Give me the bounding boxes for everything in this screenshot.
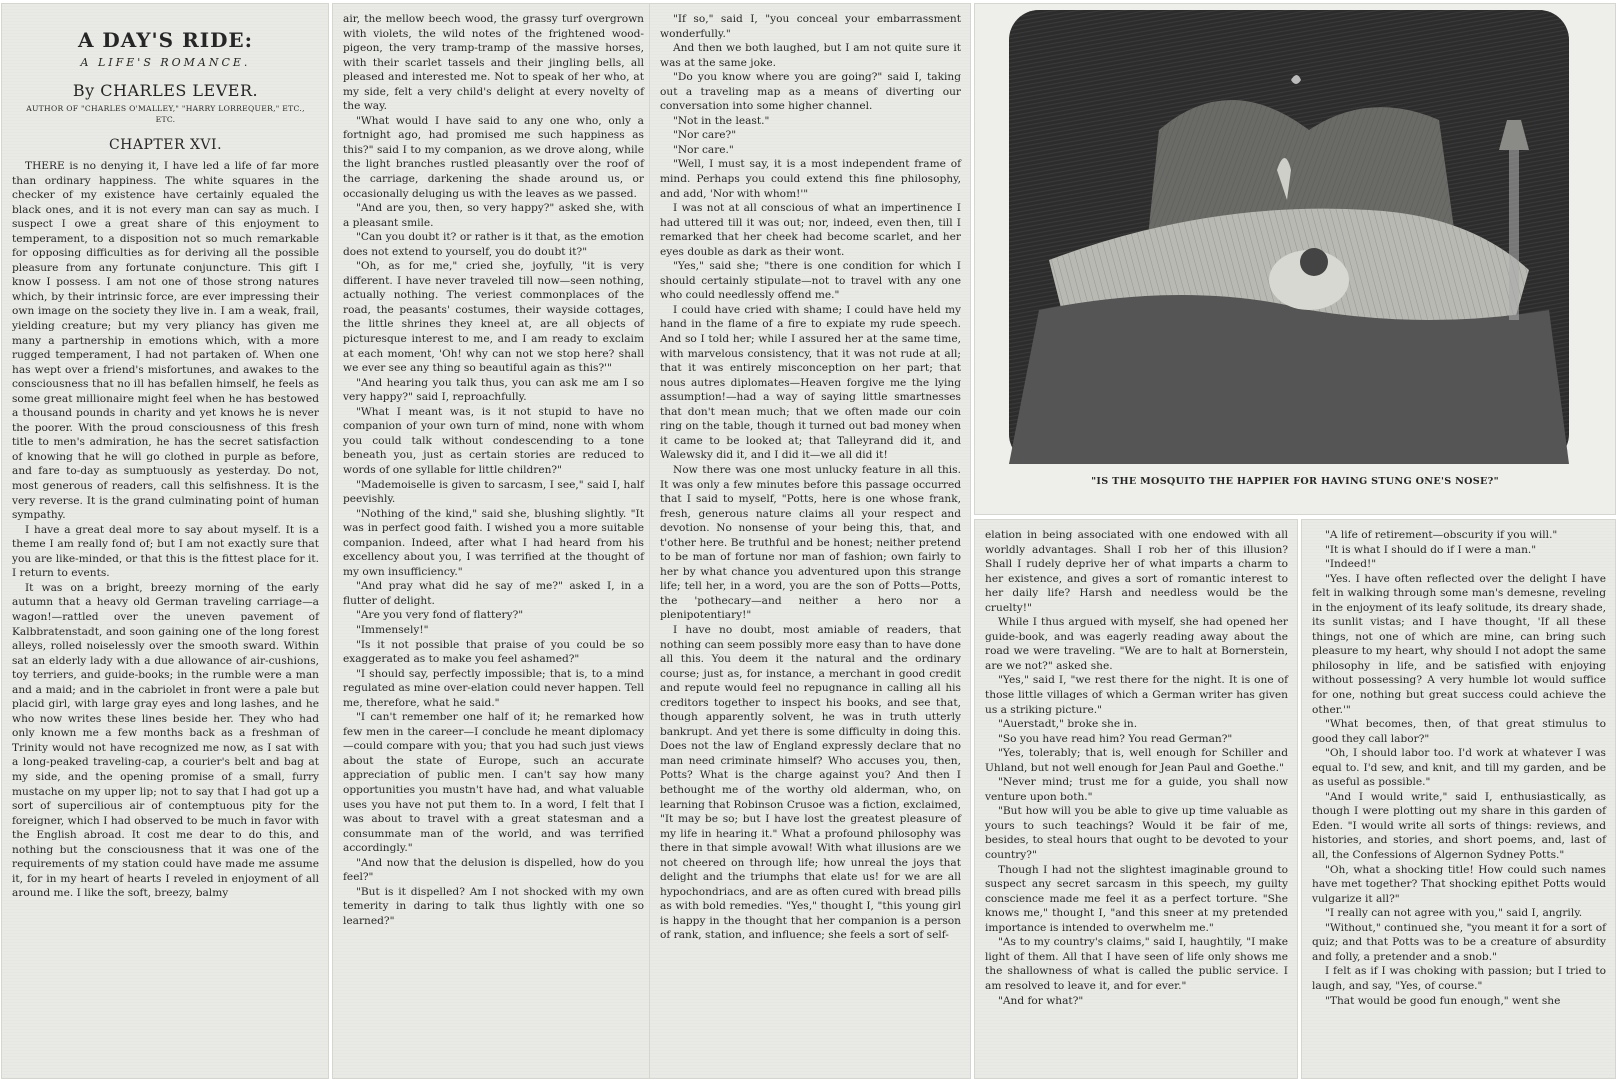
- paragraph: "And are you, then, so very happy?" asked she, with a pleasant smile.: [343, 202, 644, 229]
- column-4: [975, 520, 1297, 1078]
- illustration-panel: [975, 4, 1615, 514]
- paragraph: "Nothing of the kind," said she, blushing slightly. "It was in perfect good faith. I wished you a more suitable companion. Indeed, after what I had heard from his excellency about you, I was terrified at the thought of my own insufficiency.": [343, 507, 644, 578]
- paragraph: "Oh, I should labor too. I'd work at whatever I was equal to. I'd sew, and knit, and till my garden, and be as useful as possible.": [1312, 747, 1606, 789]
- paragraph: Though I had not the slightest imaginable ground to suspect any secret sarcasm in this speech, my guilty conscience made me feel it as a perfect torture. "She knows me," thought I, "and this sneer at my pretended importance is intended to overwhelm me.": [985, 863, 1288, 934]
- paragraph: "Auerstadt," broke she in.: [998, 718, 1138, 731]
- column-3-text: [660, 12, 961, 943]
- article-byline: By CHARLES LEVER.: [72, 81, 259, 100]
- paragraph: "Do you know where you are going?" said I, taking out a traveling map as a means of diverting our conversation into some higher channel.: [660, 71, 961, 113]
- paragraph: I was not at all conscious of what an impertinence I had uttered till it was out; nor, indeed, even then, till I remarked that her cheek had become scarlet, and her eyes double as dark as their wont.: [660, 202, 961, 258]
- paragraph: "But how will you be able to give up time valuable as yours to such teachings? Would it be fair of me, besides, to steal hours that ought to be devoted to your country?": [985, 805, 1288, 862]
- paragraph: "If so," said I, "you conceal your embarrassment wonderfully.": [660, 13, 961, 40]
- column-1: [2, 4, 328, 1078]
- paragraph: It was on a bright, breezy morning of the early autumn that a heavy old German traveling carriage—a wagon!—rattled over the uneven pavement of Kalbbratenstadt, and soon gaining one of the long forest alleys, rolled noiselessly over the smooth sward. Within sat an elderly lady with a due allowance of air-cushions, toy terriers, and guide-books; in the rumble were a man and a maid; and in the cabriolet in front were a pale but placid girl, with large gray eyes and long lashes, and he who now writes these lines beside her. They who had only known me a few months back as a freshman of Trinity would not have recognized me now, as I sat with a long-peaked traveling-cap, a courier's belt and bag at my side, and the opening promise of a small, furry mustache on my upper lip; not to say that I had got up a sort of supercilious air of contemptuous pity for the foreigner, which I had observed to be much in favor with the English abroad. It cost me dear to do this, and nothing but the consciousness that it was one of the requirements of my station could have made me assume it, for in my heart of hearts I reveled in enjoyment of all around me. I like the soft, breezy, balmy: [12, 581, 319, 900]
- column-5: [1302, 520, 1615, 1078]
- paragraph: "What would I have said to any one who, only a fortnight ago, had promised me such happiness as this?" said I to my companion, as we drove along, while the light branches rustled pleasantly over the roof of the carriage, darkening the shade around us, or occasionally deluging us with the leaves as we passed.: [343, 114, 644, 200]
- paragraph: "And now that the delusion is dispelled, how do you feel?": [343, 856, 644, 884]
- paragraph: "Nor care?": [673, 129, 737, 142]
- column-2-text: [343, 12, 644, 928]
- paragraph: "What I meant was, is it not stupid to have no companion of your own turn of mind, none with whom you could talk without condescending to a tone beneath you, just as certain stories are reduced to words of one syllable for little children?": [343, 405, 644, 476]
- paragraph: I could have cried with shame; I could have held my hand in the flame of a fire to expiate my rude speech. And so I told her; while I assured her at the same time, with marvelous consistency, that it was not rude at all; that it was entirely misconception on her part; that nous autres diplomates—Heaven forgive me the lying assumption!—had a way of saying little smartnesses that don't mean much; that we often made our coin ring on the table, though it turned out bad money when it came to be looked at; that Talleyrand did it, and Walewsky did it, and I did it—we all did it!: [660, 303, 961, 462]
- paragraph: THERE is no denying it, I have led a life of far more than ordinary happiness. The white squares in the checker of my existence have certainly equaled the black ones, and it is not every man can say as much. I suspect I owe a great share of this enjoyment to temperament, to a disposition not so much remarkable for opposing difficulties as for deriving all the possible pleasure from any fortunate conjuncture. This gift I know I possess. I am not one of those strong natures which, by their intrinsic force, are ever impressing their own image on the society they live in. I am a weak, frail, yielding creature; but my very pliancy has given me many a partnership in emotions which, with a more rugged temperament, I had not partaken of. When one has wept over a friend's misfortunes, and awakes to the consciousness that no ill has befallen himself, he feels as some great millionaire might feel when he has bestowed a thousand pounds in charity and yet knows he is never the poorer. With the proud consciousness of this fresh title to men's admiration, he has the secret satisfaction of knowing that he will go clothed in purple as before, and fare to-day as sumptuously as yesterday. Do not, most generous of readers, call this selfishness. It is the very reverse. It is the grand culminating point of human sympathy.: [12, 160, 319, 522]
- paragraph: "So you have read him? You read German?": [998, 732, 1233, 745]
- paragraph: "Without," continued she, "you meant it for a sort of quiz; and that Potts was to be a creature of absurdity and folly, a pretender and a snob.": [1312, 921, 1606, 963]
- paragraph: "Mademoiselle is given to sarcasm, I see," said I, half peevishly.: [343, 478, 644, 506]
- illustration-caption: "IS THE MOSQUITO THE HAPPIER FOR HAVING STUNG ONE'S NOSE?": [1091, 476, 1499, 487]
- paragraph: "But is it dispelled? Am I not shocked with my own temerity in daring to talk thus lightly with one so learned?": [343, 885, 644, 927]
- paragraph: "Well, I must say, it is a most independent frame of mind. Perhaps you could extend this fine philosophy, and add, 'Nor with whom!'": [660, 158, 961, 200]
- paragraph: I felt as if I was choking with passion; but I tried to laugh, and say, "Yes, of course.": [1312, 965, 1606, 992]
- chapter-heading: CHAPTER XVI.: [108, 137, 223, 153]
- paragraph: "Yes," said she; "there is one condition for which I should certainly stipulate—not to travel with any one who could needlessly offend me.": [660, 260, 961, 302]
- paragraph: "Never mind; trust me for a guide, you shall now venture upon both.": [985, 776, 1288, 803]
- engraving-illustration: [1009, 10, 1569, 464]
- paragraph: "Not in the least.": [673, 114, 770, 127]
- paragraph: "Immensely!": [356, 623, 429, 636]
- paragraph: "That would be good fun enough," went she: [1325, 994, 1561, 1007]
- paragraph: "Yes, tolerably; that is, well enough for Schiller and Uhland, but not well enough for Jean Paul and Goethe.": [985, 747, 1288, 774]
- paragraph: "I should say, perfectly impossible; that is, to a mind regulated as mine over-elation could never happen. Tell me, therefore, what he said.": [343, 667, 644, 709]
- column-2: [333, 4, 653, 1078]
- paragraph: "Can you doubt it? or rather is it that, as the emotion does not extend to yourself, you do doubt it?": [343, 231, 644, 258]
- paragraph: "And I would write," said I, enthusiastically, as though I were plotting out my share in this garden of Eden. "I would write all sorts of things: reviews, and histories, and stories, and short poems, and, last of all, the Confessions of Algernon Sydney Potts.": [1312, 790, 1606, 862]
- paragraph: "Oh, what a shocking title! How could such names have met together? That shocking epithet Potts would vulgarize it all?": [1312, 863, 1606, 905]
- paragraph: air, the mellow beech wood, the grassy turf overgrown with violets, the wild notes of the frightened wood-pigeon, the very tramp-tramp of the massive horses, with their scarlet tassels and their jingling bells, all pleased and interested me. Not to speak of her who, at my side, felt a very child's delight at every novelty of the way.: [343, 13, 644, 113]
- paragraph: "Are you very fond of flattery?": [356, 609, 524, 622]
- paragraph: "Nor care.": [673, 143, 734, 156]
- paragraph: "And for what?": [998, 994, 1084, 1007]
- column-1-text: [12, 159, 319, 901]
- paragraph: "I can't remember one half of it; he remarked how few men in the career—I conclude he meant diplomacy—could compare with you; that you had such just views about the state of Europe, such an accurate appreciation of public men. I can't say how many opportunities you mustn't have had, and what valuable uses you have not put them to. In a word, I felt that I was about to travel with a great statesman and a consummate man of the world, and was terrified accordingly.": [343, 711, 644, 855]
- paragraph: "And pray what did he say of me?" asked I, in a flutter of delight.: [343, 580, 644, 607]
- paragraph: "I really can not agree with you," said I, angrily.: [1325, 907, 1583, 920]
- paragraph: "It is what I should do if I were a man.": [1325, 543, 1537, 556]
- paragraph: While I thus argued with myself, she had opened her guide-book, and was eagerly reading away about the road we were traveling. "We are to halt at Bornerstein, are we not?" asked she.: [985, 616, 1288, 672]
- paragraph: "As to my country's claims," said I, haughtily, "I make light of them. All that I have seen of life only shows me the shallowness of what is called the public service. I am resolved to leave it, and for ever.": [985, 936, 1288, 992]
- column-4-text: [985, 528, 1288, 1008]
- author-credits: AUTHOR OF "CHARLES O'MALLEY," "HARRY LORREQUER," ETC., ETC.: [26, 104, 305, 124]
- paragraph: Now there was one most unlucky feature in all this. It was only a few minutes before this passage occurred that I said to myself, "Potts, here is one whose frank, fresh, generous nature claims all your respect and devotion. No nonsense of your being this, that, and t'other here. Be truthful and be honest; neither pretend to be man of fortune nor man of fashion; own fairly to her by what chance you adventured upon this strange life; tell her, in a word, you are the son of Potts—Potts, the 'pothecary—and neither a hero nor a plenipotentiary!": [660, 463, 961, 622]
- column-3: [650, 4, 970, 1078]
- paragraph: "And hearing you talk thus, you can ask me am I so very happy?" said I, reproachfully.: [343, 376, 644, 404]
- paragraph: I have a great deal more to say about myself. It is a theme I am really fond of; but I am not exactly sure that you are like-minded, or that this is the fittest place for it. I return to events.: [12, 523, 319, 580]
- bedroom-engraving-icon: [1009, 10, 1569, 464]
- paragraph: And then we both laughed, but I am not quite sure it was at the same joke.: [660, 42, 961, 69]
- paragraph: "Yes," said I, "we rest there for the night. It is one of those little villages of which a German writer has given us a striking picture.": [985, 674, 1288, 716]
- paragraph: elation in being associated with one endowed with all worldly advantages. Shall I rob her of this illusion? Shall I rudely deprive her of what imparts a charm to her existence, and gives a sort of romantic interest to her daily life? Harsh and needless would be the cruelty!": [985, 529, 1288, 614]
- paragraph: "Is it not possible that praise of you could be so exaggerated as to make you feel ashamed?": [343, 638, 644, 666]
- article-subtitle: A LIFE'S ROMANCE.: [80, 56, 251, 69]
- paragraph: "What becomes, then, of that great stimulus to good they call labor?": [1312, 718, 1606, 745]
- article-title: A DAY'S RIDE:: [77, 28, 254, 52]
- paragraph: "A life of retirement—obscurity if you will.": [1325, 529, 1558, 541]
- paragraph: "Indeed!": [1325, 558, 1377, 571]
- column-5-text: [1312, 528, 1606, 1008]
- paragraph: I have no doubt, most amiable of readers, that nothing can seem possibly more easy than to have done all this. You deem it the natural and the ordinary course; just as, for instance, a merchant in good credit and repute would feel no repugnance in calling all his creditors together to inspect his books, and see that, though apparently solvent, he was in truth utterly bankrupt. And yet there is some difficulty in doing this. Does not the law of England expressly declare that no man need criminate himself? Who accuses you, then, Potts? What is the charge against you? And then I bethought me of the worthy old alderman, who, on learning that Robinson Crusoe was a fiction, exclaimed, "It may be so; but I have lost the greatest pleasure of my life in hearing it." What a profound philosophy was there in that simple avowal! With what illusions are we not cheered on through life; how unreal the joys that delight and the triumphs that elate us! for we are all hypochondriacs, and are as often cured with bread pills as with bold remedies. "Yes," thought I, "this young girl is happy in the thought that her companion is a person of rank, station, and influence; she feels a sort of self-: [660, 623, 961, 942]
- paragraph: "Yes. I have often reflected over the delight I have felt in walking through some man's demesne, reveling in the enjoyment of its leafy solitude, its dreary shade, its sunlit vistas; and I have thought, 'If all these things, not one of which are mine, can bring such pleasure to my heart, why should I not adopt the same philosophy in life, and be satisfied with enjoying without possessing? A very humble lot would suffice for one, nothing but great success could achieve the other.'": [1312, 572, 1606, 716]
- paragraph: "Oh, as for me," cried she, joyfully, "it is very different. I have never traveled till now—seen nothing, actually nothing. The veriest commonplaces of the road, the peasants' costumes, their wayside cottages, the little shrines they kneel at, are all objects of picturesque interest to me, and I am ready to exclaim at each moment, 'Oh! why can not we stop here? shall we ever see any thing so beautiful again as this?'": [343, 260, 644, 375]
